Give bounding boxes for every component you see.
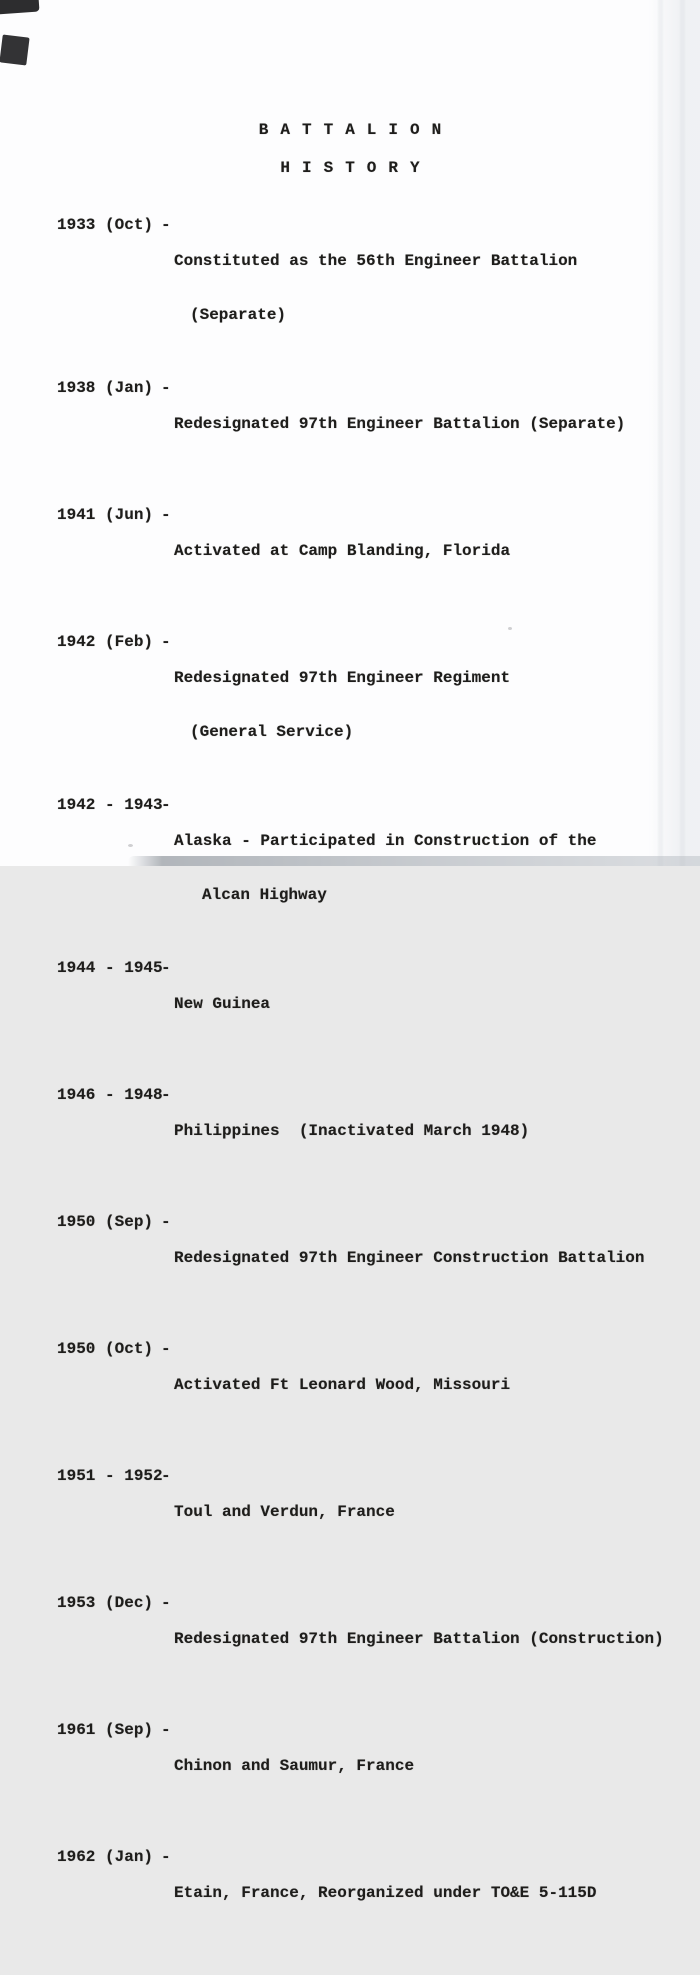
scan-artifact-top-left-1 [0,0,40,14]
entry-description [174,959,270,1067]
entry-separator: - [161,506,171,524]
entry-text: Activated Ft Leonard Wood, Missouri [174,1376,511,1394]
entry-text: Redesignated 97th Engineer Construction Battalion [174,1249,645,1267]
entry-separator: - [161,959,171,977]
entry-separator: - [161,1086,171,1104]
entry-date: 1942 (Feb) [57,633,154,651]
entry-text: Activated at Camp Blanding, Florida [174,542,511,560]
history-entry [57,959,664,1067]
history-entry [57,796,664,940]
entry-date: 1938 (Jan) [57,379,154,397]
entry-separator: - [161,1340,171,1358]
entry-text: Redesignated 97th Engineer Battalion (Construction) [174,1630,664,1648]
entry-separator: - [161,216,171,234]
history-entry [57,1340,664,1448]
history-entry [57,1086,664,1194]
history-entry [57,633,664,777]
history-entry [57,1213,664,1321]
entry-description [174,506,510,614]
scan-artifact-top-left-2 [0,34,30,65]
entry-text: Redesignated 97th Engineer Battalion (Separate) [174,415,626,433]
entry-text: Redesignated 97th Engineer Regiment [174,669,511,687]
history-entry [57,1848,664,1956]
history-entry [57,379,664,487]
entry-description [174,1721,414,1829]
entry-separator: - [161,1213,171,1231]
entry-text-line2: (General Service) [190,723,354,741]
entry-text: Chinon and Saumur, France [174,1757,415,1775]
history-entry [57,1467,664,1575]
entry-date: 1942 - 1943 [57,796,163,814]
entry-description [174,633,510,777]
entry-text: Constituted as the 56th Engineer Battalion [174,252,578,270]
entry-description [174,1594,664,1702]
entry-description [174,1086,529,1194]
entry-text: Alaska - Participated in Construction of the [174,832,597,850]
history-entry [57,506,664,614]
entry-date: 1961 (Sep) [57,1721,154,1739]
entry-description [174,1848,596,1956]
history-list [57,216,664,1975]
entry-date: 1962 (Jan) [57,1848,154,1866]
entry-text-line2: Alcan Highway [202,886,327,904]
entry-date: 1946 - 1948 [57,1086,163,1104]
entry-text: New Guinea [174,995,271,1013]
entry-separator: - [161,1467,171,1485]
entry-text: Toul and Verdun, France [174,1503,395,1521]
history-entry [57,1594,664,1702]
entry-text-line2: (Separate) [190,306,287,324]
entry-date: 1950 (Oct) [57,1340,154,1358]
entry-date: 1950 (Sep) [57,1213,154,1231]
entry-description [174,1213,644,1321]
history-entry [57,1721,664,1829]
entry-text: Philippines (Inactivated March 1948) [174,1122,530,1140]
entry-date: 1944 - 1945 [57,959,163,977]
document-title-line2: HISTORY [280,159,432,177]
entry-separator: - [161,1594,171,1612]
entry-separator: - [161,633,171,651]
history-entry [57,216,664,360]
entry-separator: - [161,796,171,814]
document-title-line1: BATTALION [258,121,454,139]
entry-description [174,379,625,487]
entry-separator: - [161,1848,171,1866]
entry-description [174,216,577,360]
entry-separator: - [161,379,171,397]
entry-description [174,1467,395,1575]
entry-description [174,796,596,940]
entry-description [174,1340,510,1448]
entry-date: 1941 (Jun) [57,506,154,524]
entry-date: 1933 (Oct) [57,216,154,234]
entry-separator: - [161,1721,171,1739]
entry-date: 1953 (Dec) [57,1594,154,1612]
entry-date: 1951 - 1952 [57,1467,163,1485]
document-title [0,121,700,177]
entry-text: Etain, France, Reorganized under TO&E 5-115D [174,1884,597,1902]
